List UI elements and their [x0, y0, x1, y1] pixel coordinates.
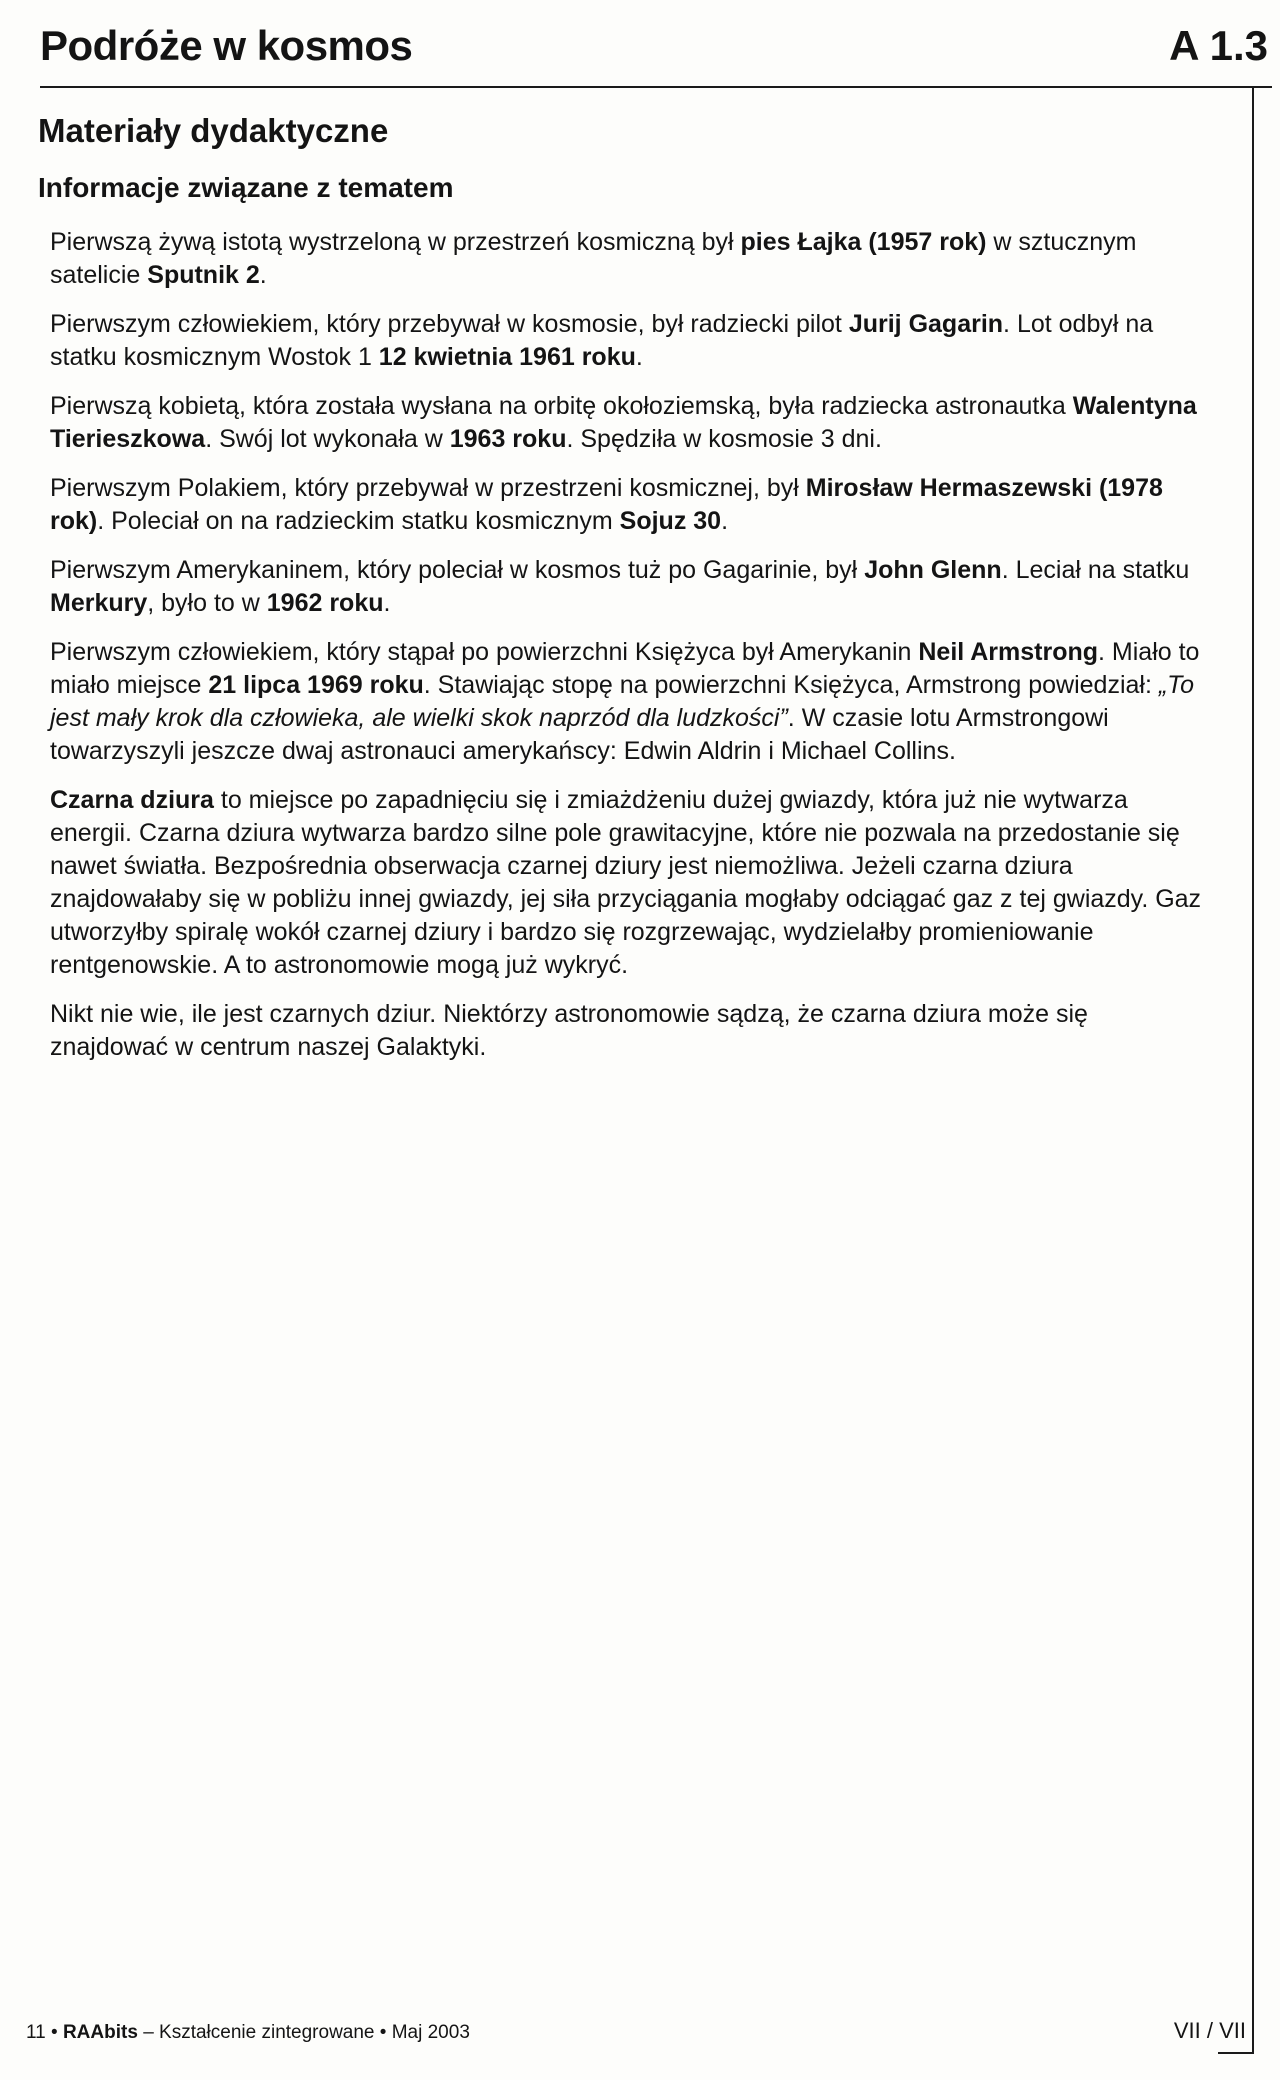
bold-text: Sputnik 2: [147, 261, 260, 289]
page-code: A 1.3: [1169, 22, 1268, 69]
text-run: .: [383, 589, 391, 617]
bold-text: 1963 roku: [449, 425, 567, 453]
paragraph: [50, 998, 1210, 1064]
paragraph: [50, 308, 1210, 374]
text-run: Pierwszym człowiekiem, który stąpał po powierzchni Księżyca był Amerykanin: [50, 638, 919, 666]
footer-page-number: 11: [26, 2022, 46, 2043]
bold-text: 12 kwietnia 1961 roku: [378, 343, 636, 371]
text-run: . Swój lot wykonała w: [205, 425, 450, 453]
paragraph: [50, 472, 1210, 538]
text-run: . Miało to miało miejsce: [50, 638, 1200, 699]
main-content: [38, 112, 1218, 1080]
bold-text: Sojuz 30: [619, 507, 722, 535]
paragraph: [50, 390, 1210, 456]
footer-left: [26, 2022, 470, 2044]
footer-bullet-2: •: [379, 2022, 387, 2043]
footer-bullet: •: [51, 2022, 58, 2043]
footer-section: VII / VII: [1173, 2018, 1246, 2043]
text-run: Pierwszym człowiekiem, który przebywał w kosmosie, był radziecki pilot: [50, 310, 849, 338]
text-run: . Poleciał on na radzieckim statku kosmicznym: [97, 507, 620, 535]
header-rule: [40, 86, 1272, 88]
footer-brand: RAAbits: [62, 2022, 138, 2043]
bold-text: 1962 roku: [266, 589, 384, 617]
text-run: .: [635, 343, 643, 371]
text-run: Pierwszym Polakiem, który przebywał w przestrzeni kosmicznej, był: [50, 474, 806, 502]
text-run: . Spędziła w kosmosie 3 dni.: [566, 425, 882, 453]
bold-text: John Glenn: [864, 556, 1002, 584]
text-run: Pierwszym Amerykaninem, który poleciał w kosmos tuż po Gagarinie, był: [50, 556, 865, 584]
bottom-rule: [1218, 2052, 1254, 2054]
side-rule: [1252, 86, 1254, 2054]
text-run: . Leciał na statku: [1001, 556, 1190, 584]
text-run: Pierwszą żywą istotą wystrzeloną w przestrzeń kosmiczną był: [50, 228, 741, 256]
bold-text: pies Łajka (1957 rok): [740, 228, 987, 256]
footer-series: – Kształcenie zintegrowane: [143, 2022, 375, 2043]
paragraph: [50, 784, 1210, 982]
footer-date: Maj 2003: [391, 2022, 470, 2043]
text-run: Pierwszą kobietą, która została wysłana na orbitę okołoziemską, była radziecka astronautka: [50, 392, 1073, 420]
bold-text: 21 lipca 1969 roku: [208, 671, 424, 699]
page-header: [40, 22, 1268, 86]
text-run: . Stawiając stopę na powierzchni Księżyca, Armstrong powiedział:: [423, 671, 1159, 699]
bold-text: Jurij Gagarin: [848, 310, 1004, 338]
paragraph-list: [38, 226, 1210, 1064]
text-run: w sztucznym satelicie: [50, 228, 1137, 289]
page-title: Podróże w kosmos: [40, 22, 413, 69]
section-title: Materiały dydaktyczne: [38, 112, 389, 149]
paragraph: [50, 554, 1210, 620]
text-run: , było to w: [147, 589, 267, 617]
text-run: . Lot odbył na statku kosmicznym Wostok 1: [50, 310, 1154, 371]
subsection-title: Informacje związane z tematem: [38, 172, 454, 203]
bold-text: Czarna dziura: [50, 786, 214, 814]
text-run: to miejsce po zapadnięciu się i zmiażdżeniu dużej gwiazdy, która już nie wytwarza energii. Czarna dziura wytwarza bardzo silne pole grawitacyjne, które nie pozwala na przedostanie się nawet światła. Bezpośrednia obserwacja czarnej dziury jest niemożliwa. Jeżeli czarna dziura znajdowałaby się w pobliżu innej gwiazdy, jej siła przyciągania mogłaby odciągać gaz z tej gwiazdy. Gaz utworzyłby spiralę wokół czarnej dziury i bardzo się rozgrzewając, wydzielałby promieniowanie rentgenowskie. A to astronomowie mogą już wykryć.: [50, 786, 1202, 979]
text-run: Nikt nie wie, ile jest czarnych dziur. Niektórzy astronomowie sądzą, że czarna dziura może się znajdować w centrum naszej Galaktyki.: [50, 1000, 1088, 1061]
italic-quote: „To jest mały krok dla człowieka, ale wielki skok naprzód dla ludzkości”: [50, 671, 1195, 732]
text-run: . W czasie lotu Armstrongowi towarzyszyli jeszcze dwaj astronauci amerykańscy: Edwin Aldrin i Michael Collins.: [50, 704, 1109, 765]
bold-text: Merkury: [50, 589, 148, 617]
bold-text: Neil Armstrong: [918, 638, 1099, 666]
text-run: .: [259, 261, 267, 289]
paragraph: [50, 636, 1210, 768]
paragraph: [50, 226, 1210, 292]
bold-text: Walentyna Tierieszkowa: [50, 392, 1197, 453]
bold-text: Mirosław Hermaszewski (1978 rok): [50, 474, 1163, 535]
text-run: .: [721, 507, 729, 535]
